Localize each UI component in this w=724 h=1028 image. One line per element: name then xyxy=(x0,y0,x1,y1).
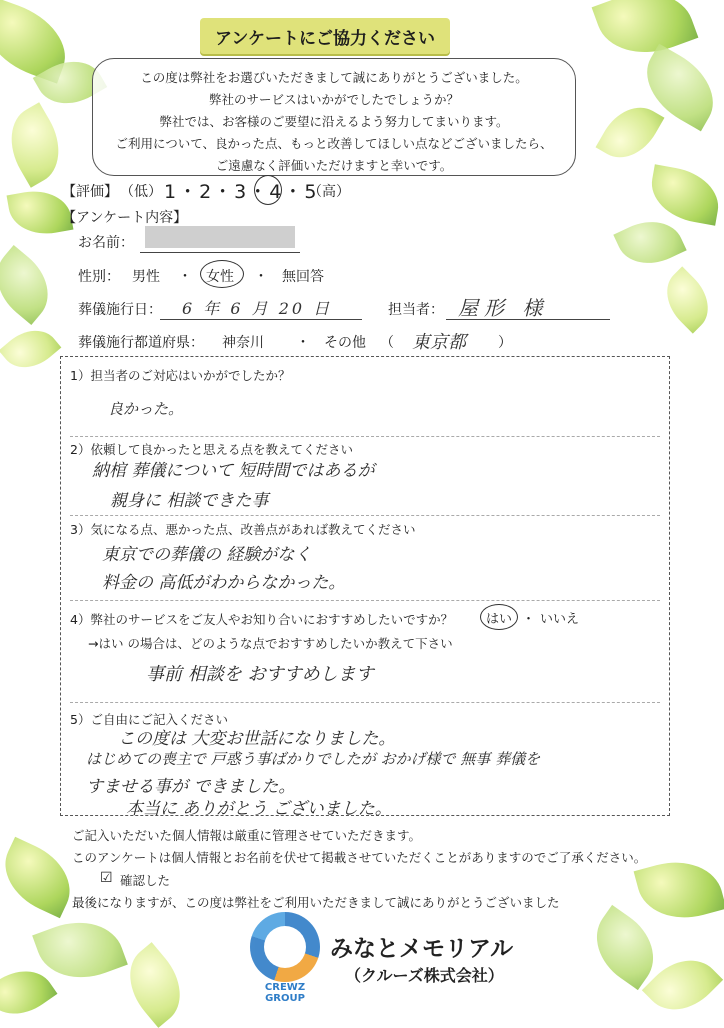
name-field-redacted[interactable] xyxy=(145,226,295,248)
answer-1[interactable]: 良かった。 xyxy=(108,400,184,418)
logo-text: CREWZ GROUP xyxy=(264,982,306,1004)
prefecture-kanagawa[interactable]: 神奈川 xyxy=(222,335,264,351)
answer-2-line-1[interactable]: 納棺 葬儀について 短時間ではあるが xyxy=(92,461,375,481)
recommend-yes[interactable]: はい xyxy=(486,612,513,627)
name-underline xyxy=(140,252,300,253)
rating-low: （低） xyxy=(120,184,162,200)
privacy-note-1: ご記入いただいた個人情報は厳重に管理させていただきます。 xyxy=(72,828,422,843)
answer-5-line-4[interactable]: 本当に ありがとう ございました。 xyxy=(126,799,392,819)
gender-male[interactable]: 男性 xyxy=(132,269,160,285)
prefecture-label: 葬儀施行都道府県： xyxy=(78,335,204,351)
question-4: 4）弊社のサービスをご友人やお知り合いにおすすめしたいですか？ xyxy=(70,612,454,627)
answer-5-line-1[interactable]: この度は 大変お世話になりました。 xyxy=(118,729,396,749)
intro-message: この度は弊社をお選びいただきまして誠にありがとうございました。 弊社のサービスはいかがでしたでしょうか？ 弊社では、お客様のご要望に沿えるよう努力してまいります。 ご利用について、良かった点、もっと改善してほしい点などございましたら、 ご遠慮なく評価いただけますと幸いです。 xyxy=(92,58,576,176)
answer-3-line-1[interactable]: 東京での葬儀の 経験がなく xyxy=(102,545,312,565)
gender-none[interactable]: 無回答 xyxy=(282,269,324,285)
staff-underline xyxy=(446,319,610,320)
company-name: みなとメモリアル xyxy=(330,936,514,962)
question-3: 3）気になる点、悪かった点、改善点があれば教えてください xyxy=(70,522,416,537)
confirm-label: 確認した xyxy=(120,873,171,888)
answer-2-line-2[interactable]: 親身に 相談できた事 xyxy=(110,491,269,511)
recommend-no[interactable]: いいえ xyxy=(540,612,580,627)
prefecture-separator: ・ xyxy=(296,335,310,351)
gender-label: 性別： xyxy=(78,269,120,285)
question-2: 2）依頼して良かったと思える点を教えてください xyxy=(70,442,353,457)
answer-3-line-2[interactable]: 料金の 高低がわからなかった。 xyxy=(102,573,346,593)
funeral-date-label: 葬儀施行日： xyxy=(78,302,162,318)
privacy-note-2: このアンケートは個人情報とお名前を伏せて掲載させていただくことがありますのでご了承ください。 xyxy=(72,850,647,865)
crewz-logo-icon xyxy=(250,912,320,982)
answer-4[interactable]: 事前 相談を おすすめします xyxy=(146,664,374,685)
funeral-date-value[interactable]: 6 年 6 月 20 日 xyxy=(182,299,333,318)
rating-high: （高） xyxy=(308,184,350,200)
page-title: アンケートにご協力ください xyxy=(200,18,450,54)
question-divider xyxy=(70,702,660,703)
question-divider xyxy=(70,436,660,437)
rating-label: 【評価】 xyxy=(62,184,118,200)
gender-separator: ・ xyxy=(178,269,192,285)
gender-selected-circle xyxy=(200,260,244,288)
question-divider xyxy=(70,515,660,516)
confirm-checkbox[interactable]: ☑ xyxy=(100,870,113,886)
question-4-sub: →はい の場合は、どのような点でおすすめしたいか教えて下さい xyxy=(88,636,453,651)
staff-label: 担当者： xyxy=(388,302,444,318)
survey-section-label: 【アンケート内容】 xyxy=(62,210,188,226)
paren-close: ） xyxy=(498,335,512,351)
prefecture-value[interactable]: 東京都 xyxy=(412,332,466,353)
recommend-separator: ・ xyxy=(522,612,536,627)
staff-value[interactable]: 屋形 様 xyxy=(458,296,549,320)
answer-5-line-2[interactable]: はじめての喪主で 戸惑う事ばかりでしたが おかげ様で 無事 葬儀を xyxy=(86,750,541,768)
answer-5-line-3[interactable]: すませる事が できました。 xyxy=(86,777,296,797)
date-underline xyxy=(160,319,362,320)
question-divider xyxy=(70,600,660,601)
rating-selected-circle xyxy=(254,175,282,205)
gender-separator: ・ xyxy=(254,269,268,285)
gender-female[interactable]: 女性 xyxy=(206,269,234,285)
question-5: 5）ご自由にご記入ください xyxy=(70,712,228,727)
prefecture-other[interactable]: その他 xyxy=(324,335,366,351)
closing-message: 最後になりますが、この度は弊社をご利用いただきまして誠にありがとうございました xyxy=(72,895,560,910)
recommend-selected-circle xyxy=(480,604,518,630)
rating-scale[interactable]: 1・2・3・4・5 xyxy=(164,181,319,203)
company-subname: （クルーズ株式会社） xyxy=(345,966,504,985)
question-1: 1）担当者のご対応はいかがでしたか？ xyxy=(70,368,291,383)
name-label: お名前： xyxy=(78,235,134,251)
paren-open: （ xyxy=(380,335,394,351)
